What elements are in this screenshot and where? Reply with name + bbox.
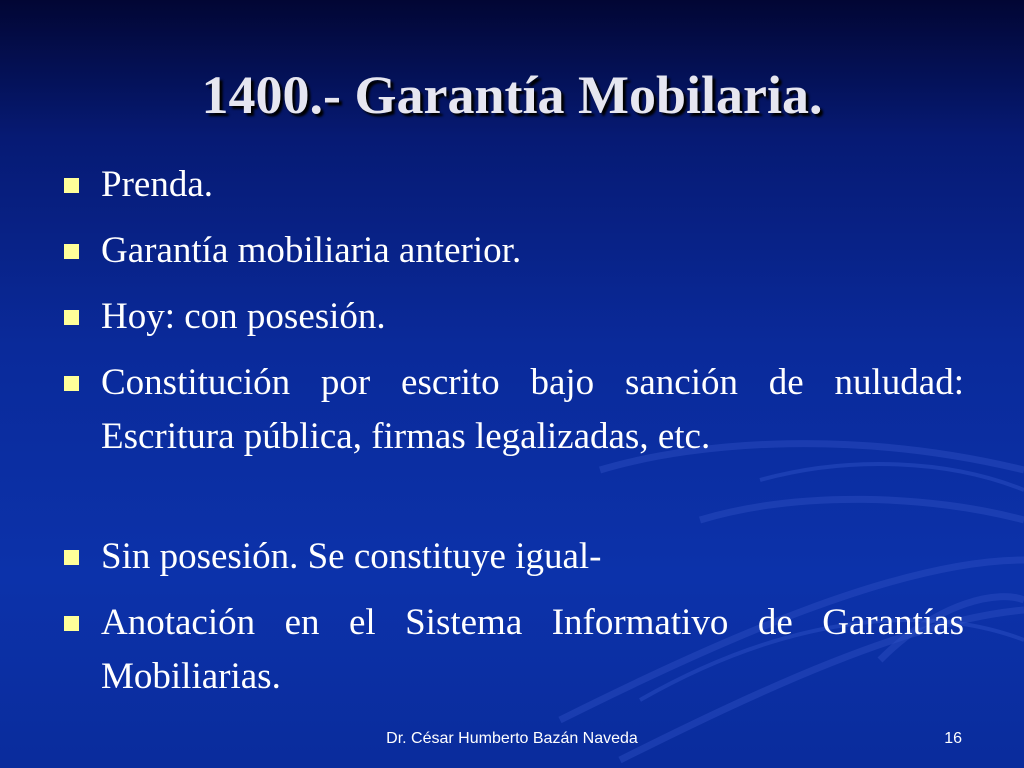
bullet-text: Hoy: con posesión. <box>101 296 386 337</box>
slide-title: 1400.- Garantía Mobilaria. <box>201 65 823 125</box>
page-number: 16 <box>944 730 962 747</box>
square-bullet-icon <box>64 310 79 325</box>
footer-author: Dr. César Humberto Bazán Naveda <box>386 730 638 747</box>
square-bullet-icon <box>64 550 79 565</box>
square-bullet-icon <box>64 244 79 259</box>
bullet-text: Garantía mobiliaria anterior. <box>101 230 522 271</box>
bullet-text: Prenda. <box>101 164 213 205</box>
bullet-text: Anotación en el Sistema Informativo de Garantías Mobiliarias. <box>101 602 964 697</box>
square-bullet-icon <box>64 178 79 193</box>
bullet-text: Sin posesión. Se constituye igual- <box>101 536 602 577</box>
square-bullet-icon <box>64 616 79 631</box>
square-bullet-icon <box>64 376 79 391</box>
bullet-text: Constitución por escrito bajo sanción de nuludad: Escritura pública, firmas legalizadas, etc. <box>101 362 964 457</box>
